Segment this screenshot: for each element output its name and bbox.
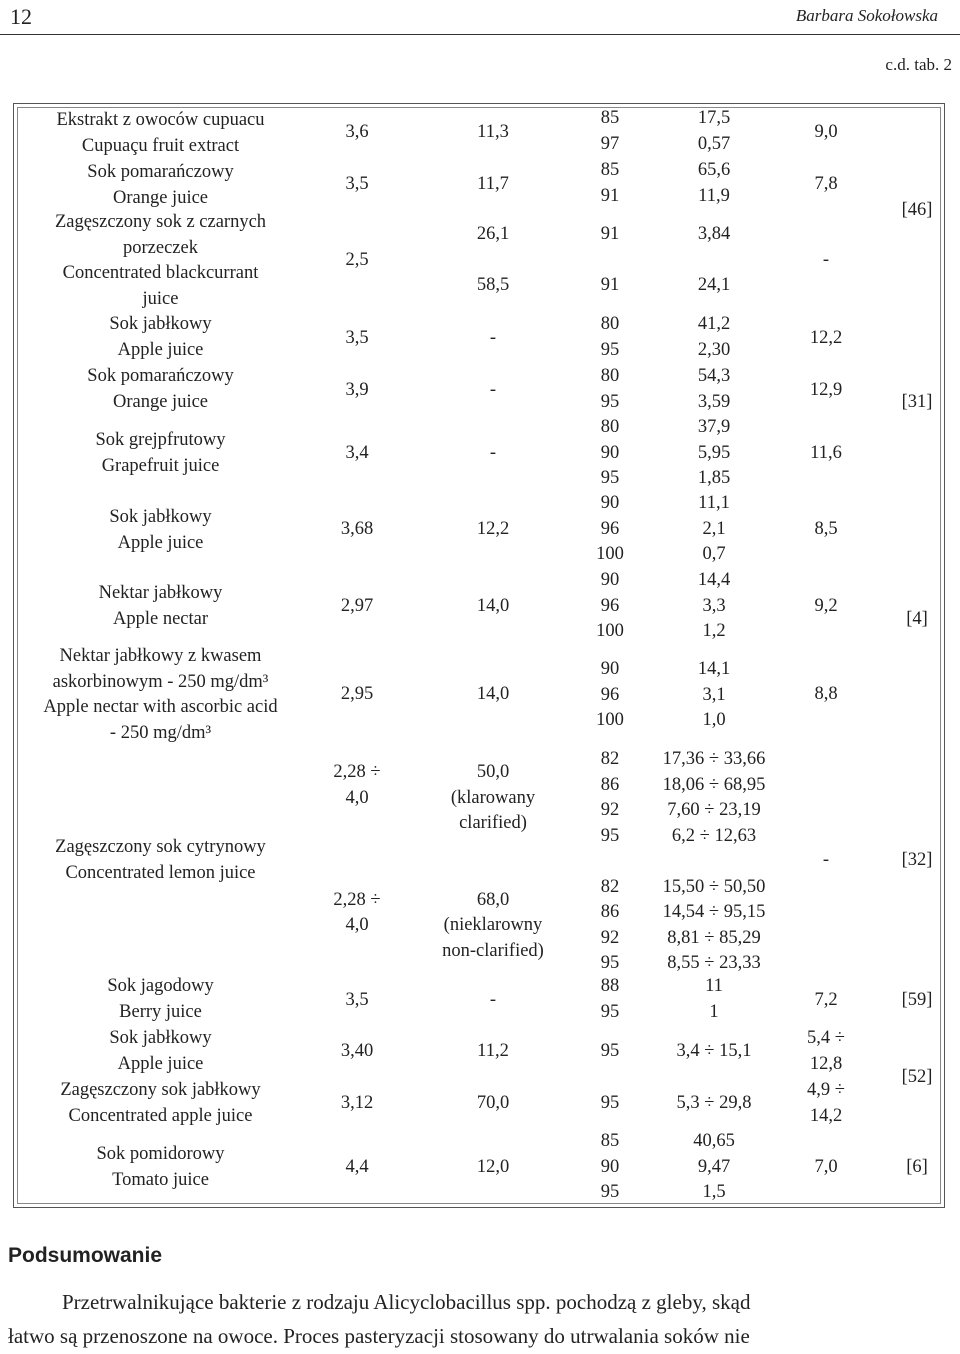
table-cell: 12,2 bbox=[809, 328, 843, 348]
table-continuation-label: c.d. tab. 2 bbox=[885, 55, 952, 74]
table-cell-product: Sok pomidorowy Tomato juice bbox=[96, 1144, 225, 1190]
table-cell-product: Zagęszczony sok jabłkowy Concentrated apple juice bbox=[60, 1080, 261, 1126]
table-cell: - bbox=[822, 250, 830, 270]
table-cell: 9,2 bbox=[814, 596, 838, 616]
paragraph-line: Przetrwalnikujące bakterie z rodzaju Alicyclobacillus spp. pochodzą z gleby, skąd bbox=[62, 1290, 751, 1314]
table-cell: 9,0 bbox=[814, 122, 838, 142]
author-name: Barbara Sokołowska bbox=[795, 6, 938, 25]
table-cell: 11,3 bbox=[477, 122, 509, 142]
table-cell: 37,9 5,95 1,85 bbox=[697, 417, 731, 488]
table-cell-product: Nektar jabłkowy Apple nectar bbox=[98, 583, 223, 629]
table-cell-product: Sok jagodowy Berry juice bbox=[107, 976, 214, 1022]
table-cell: 3,5 bbox=[345, 990, 369, 1010]
table-cell: 3,4 bbox=[345, 443, 369, 463]
table-cell-reference: [32] bbox=[901, 850, 933, 870]
page-header bbox=[0, 0, 960, 35]
paragraph-line: łatwo są przenoszone na owoce. Proces pasteryzacji stosowany do utrwalania soków nie bbox=[8, 1324, 750, 1348]
table-cell: 2,95 bbox=[340, 684, 374, 704]
table-cell: - bbox=[489, 443, 497, 463]
table-cell-reference: [52] bbox=[901, 1067, 933, 1087]
table-cell: 80 95 bbox=[600, 314, 620, 360]
table-cell: 3,12 bbox=[340, 1093, 374, 1113]
table-cell: 5,4 ÷ 12,8 bbox=[807, 1028, 845, 1074]
table-cell: 40,65 9,47 1,5 bbox=[693, 1131, 735, 1202]
table-cell: 14,0 bbox=[476, 596, 510, 616]
table-cell: 90 96 100 bbox=[596, 570, 624, 641]
table-cell-product: Nektar jabłkowy z kwasem askorbinowym - 250 mg/dm³ Apple nectar with ascorbic acid - 250 mg/dm³ bbox=[43, 646, 278, 743]
table-cell: 95 bbox=[600, 1041, 620, 1061]
table-cell: 85 97 bbox=[600, 108, 620, 154]
table-cell: 11,6 bbox=[810, 443, 842, 463]
table-cell: 65,6 11,9 bbox=[697, 160, 731, 206]
table-cell: 3,4 ÷ 15,1 bbox=[676, 1041, 752, 1061]
table-cell-product: Sok grejpfrutowy Grapefruit juice bbox=[95, 430, 226, 476]
table-cell: 50,0 (klarowany clarified) 68,0 (nieklarowny non-clarified) bbox=[442, 762, 544, 961]
table-cell: 95 bbox=[600, 1093, 620, 1113]
table-cell: 3,84 24,1 bbox=[697, 224, 731, 295]
table-cell-product: Zagęszczony sok cytrynowy Concentrated lemon juice bbox=[55, 837, 266, 883]
table-cell-reference: [6] bbox=[906, 1157, 928, 1177]
table-cell-reference: [59] bbox=[901, 990, 933, 1010]
table-cell: 88 95 bbox=[600, 976, 620, 1022]
table-cell: 85 90 95 bbox=[600, 1131, 620, 1202]
table-cell: 11,2 bbox=[477, 1041, 509, 1061]
table-cell: 2,97 bbox=[340, 596, 374, 616]
page-number: 12 bbox=[10, 4, 32, 29]
table-cell: 82 86 92 95 82 86 92 95 bbox=[600, 749, 620, 973]
table-cell: 5,3 ÷ 29,8 bbox=[676, 1093, 752, 1113]
data-table bbox=[13, 103, 945, 1208]
table-cell: 7,2 bbox=[814, 990, 838, 1010]
table-cell: 90 96 100 bbox=[596, 659, 624, 730]
table-cell: - bbox=[489, 380, 497, 400]
table-cell: 91 91 bbox=[600, 224, 620, 295]
table-cell: 3,5 bbox=[345, 174, 369, 194]
table-cell: 17,36 ÷ 33,66 18,06 ÷ 68,95 7,60 ÷ 23,19 6,2 ÷ 12,63 15,50 ÷ 50,50 14,54 ÷ 95,15 8,81 ÷ 85,29 8,55 ÷ 23,33 bbox=[662, 749, 766, 973]
table-cell-product: Ekstrakt z owoców cupuacu Cupuaçu fruit extract bbox=[56, 110, 265, 156]
table-cell: 14,1 3,1 1,0 bbox=[697, 659, 731, 730]
table-cell: 3,40 bbox=[340, 1041, 374, 1061]
table-cell: 70,0 bbox=[476, 1093, 510, 1113]
table-cell: 14,4 3,3 1,2 bbox=[697, 570, 731, 641]
table-cell: 2,5 bbox=[345, 250, 369, 270]
table-cell: 80 90 95 bbox=[600, 417, 620, 488]
table-cell: 3,5 bbox=[345, 328, 369, 348]
section-heading: Podsumowanie bbox=[8, 1244, 163, 1267]
table-cell: - bbox=[822, 850, 830, 870]
table-cell: 8,8 bbox=[814, 684, 838, 704]
table-cell-reference: [4] bbox=[906, 609, 928, 629]
table-cell: 12,2 bbox=[476, 519, 510, 539]
table-cell: 3,68 bbox=[340, 519, 374, 539]
table-cell-product: Zagęszczony sok z czarnych porzeczek Concentrated blackcurrant juice bbox=[54, 212, 267, 309]
table-cell: 4,4 bbox=[345, 1157, 369, 1177]
table-cell-product: Sok pomarańczowy Orange juice bbox=[87, 162, 234, 208]
table-cell: - bbox=[489, 990, 497, 1010]
table-cell: - bbox=[489, 328, 497, 348]
table-cell: 11,7 bbox=[477, 174, 509, 194]
table-cell: 26,1 58,5 bbox=[476, 224, 510, 295]
table-cell: 41,2 2,30 bbox=[697, 314, 731, 360]
table-cell: 17,5 0,57 bbox=[697, 108, 731, 154]
table-cell-product: Sok pomarańczowy Orange juice bbox=[87, 366, 234, 412]
table-cell: 2,28 ÷ 4,0 2,28 ÷ 4,0 bbox=[333, 762, 381, 935]
table-cell-reference: [31] bbox=[901, 392, 933, 412]
table-cell: 54,3 3,59 bbox=[697, 366, 731, 412]
table-cell-product: Sok jabłkowy Apple juice bbox=[109, 1028, 212, 1074]
table-cell: 3,9 bbox=[345, 380, 369, 400]
table-cell-reference: [46] bbox=[901, 200, 933, 220]
table-cell: 8,5 bbox=[814, 519, 838, 539]
table-cell: 11,1 2,1 0,7 bbox=[698, 493, 730, 564]
table-cell: 4,9 ÷ 14,2 bbox=[807, 1080, 845, 1126]
table-cell: 11 1 bbox=[705, 976, 723, 1022]
table-cell: 12,0 bbox=[476, 1157, 510, 1177]
table-cell-product: Sok jabłkowy Apple juice bbox=[109, 507, 212, 553]
table-cell: 85 91 bbox=[600, 160, 620, 206]
table-cell: 7,0 bbox=[814, 1157, 838, 1177]
table-cell: 90 96 100 bbox=[596, 493, 624, 564]
table-cell: 80 95 bbox=[600, 366, 620, 412]
table-cell: 12,9 bbox=[809, 380, 843, 400]
table-cell-product: Sok jabłkowy Apple juice bbox=[109, 314, 212, 360]
table-cell: 3,6 bbox=[345, 122, 369, 142]
table-cell: 14,0 bbox=[476, 684, 510, 704]
table-cell: 7,8 bbox=[814, 174, 838, 194]
